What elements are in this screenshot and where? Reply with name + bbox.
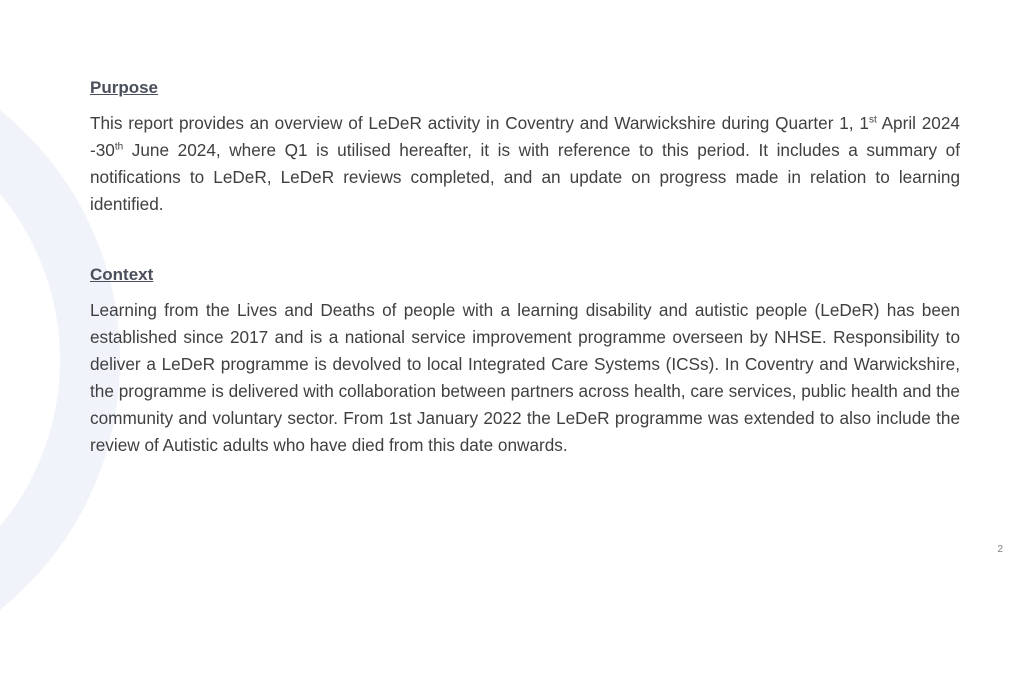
purpose-heading: Purpose — [90, 78, 159, 97]
purpose-text-part-3: June 2024, where Q1 is utilised hereafter, it is with reference to this period. It includes a summary of notifications to LeDeR, LeDeR reviews completed, and an update on progress made in relation to learning identified. — [90, 140, 960, 214]
context-paragraph: Learning from the Lives and Deaths of people with a learning disability and autistic people (LeDeR) has been established since 2017 and is a national service improvement programme overseen by NHSE. Responsibility to deliver a LeDeR programme is devolved to local Integrated Care Systems (ICSs). In Coventry and Warwickshire, the programme is delivered with collaboration between partners across health, care services, public health and the community and voluntary sector. From 1st January 2022 the LeDeR programme was extended to also include the review of Autistic adults who have died from this date onwards. — [90, 300, 960, 455]
purpose-text-part-2: April 2024 -30 — [90, 113, 960, 160]
purpose-text-part-1: This report provides an overview of LeDeR activity in Coventry and Warwickshire during Quarter 1, 1 — [90, 113, 869, 133]
context-heading: Context — [90, 265, 154, 284]
purpose-paragraph — [90, 110, 960, 218]
purpose-superscript-2: th — [114, 141, 124, 153]
purpose-superscript-1: st — [868, 114, 877, 126]
context-section — [90, 263, 960, 459]
section-spacer — [90, 218, 960, 263]
purpose-section — [90, 76, 960, 218]
page-number: 2 — [997, 544, 1003, 555]
slide-content — [90, 76, 960, 459]
